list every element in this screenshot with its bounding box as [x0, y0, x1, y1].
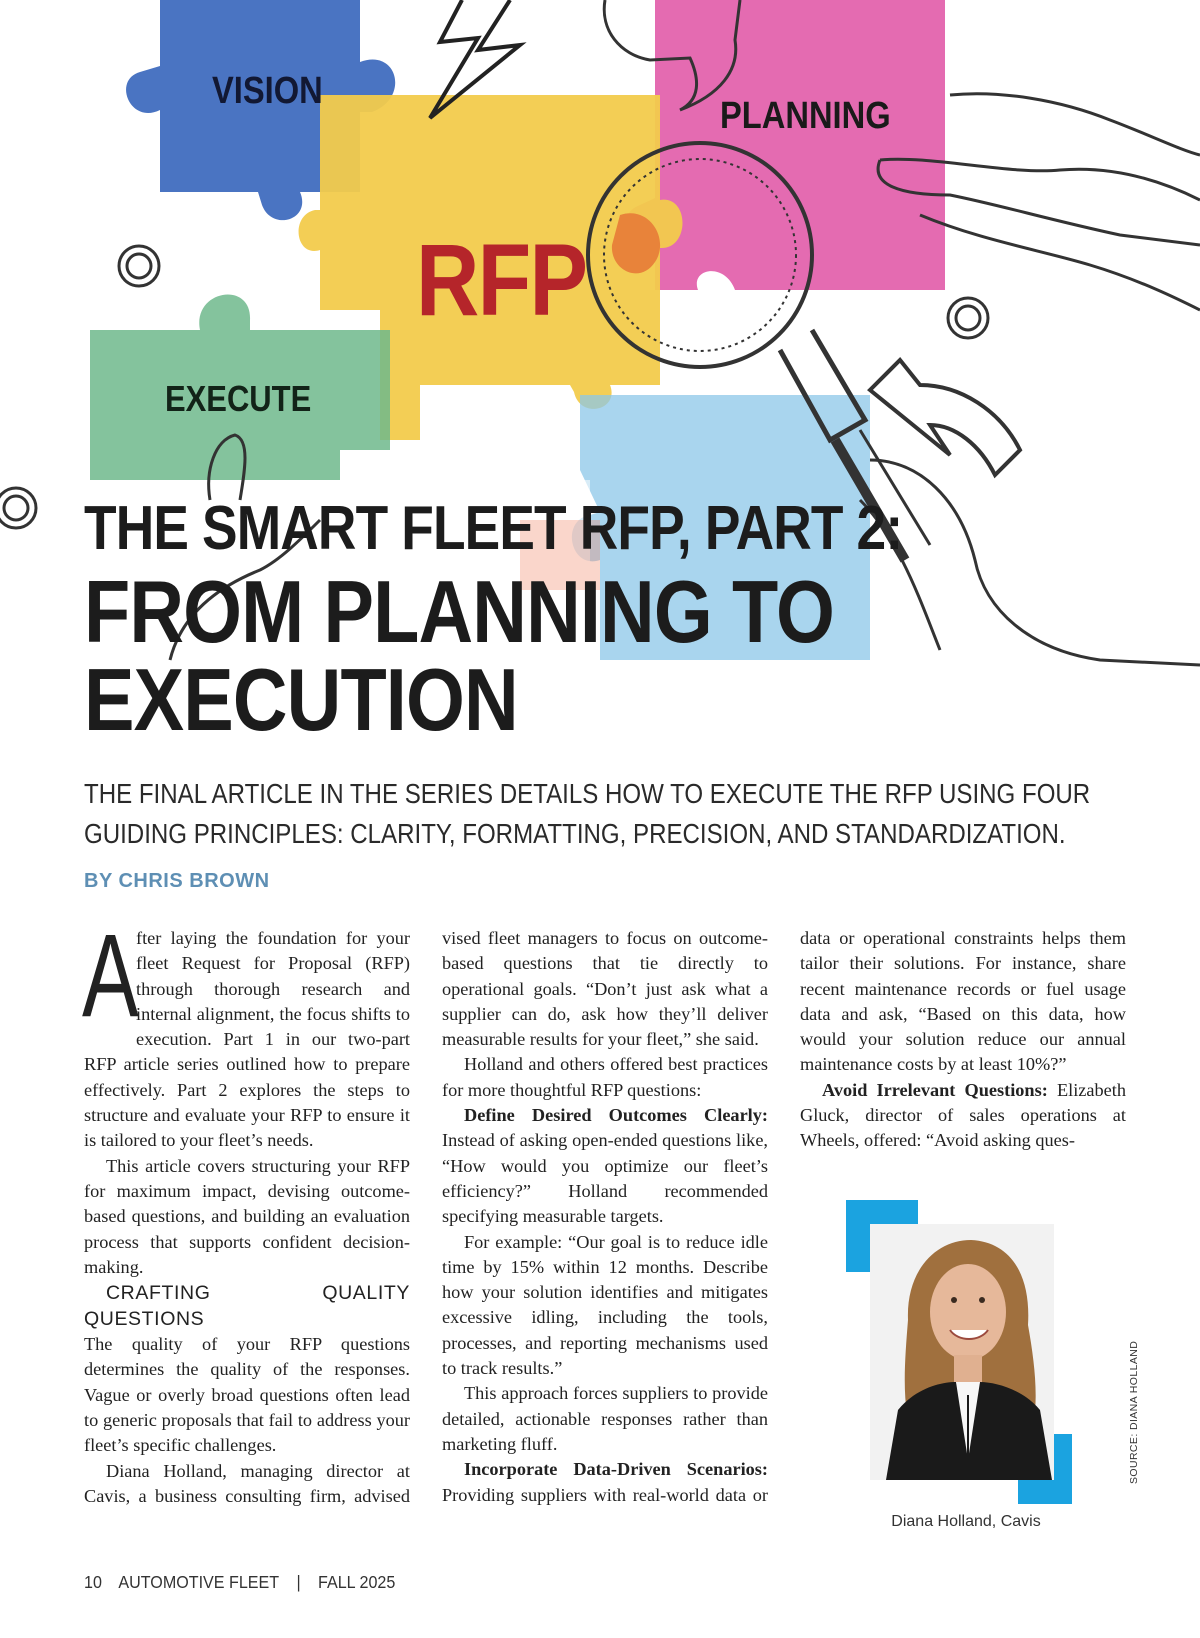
paragraph: This article covers structuring your RFP for maximum impact, devising outcome-based questions, and building an evaluation process that supports confident decision-making.	[84, 1155, 410, 1277]
paragraph-intro: A fter laying the foundation for your fleet Request for Proposal (RFP) through thorough research and internal alignment, the focus shifts to execution. Part 1 in our two-part RFP article series outlined how to prepare effectively. Part 2 explores the steps to structure and evaluate your RFP to ensure it is tailored to your fleet’s needs.	[82, 910, 410, 1151]
section-heading: CRAFTING QUALITY QUESTIONS	[84, 1282, 410, 1331]
paragraph: Define Desired Outcomes Clearly: Instead of asking open-ended questions like, “How would you optimize our fleet’s efficiency?” Holland recommended specifying measurable targets.	[442, 1105, 768, 1227]
photo-caption: Diana Holland, Cavis	[891, 1513, 1041, 1530]
headline-kicker: THE SMART FLEET RFP, PART 2:	[84, 494, 903, 563]
puzzle-label-vision: VISION	[212, 70, 323, 112]
run-in-heading: Define Desired Outcomes Clearly:	[464, 1105, 768, 1126]
paragraph-continued: data or operational constraints helps them tailor their solutions. For instance, share recent maintenance records or fuel usage data and ask, “Based on this data, how would your solution reduce our annual maintenance costs by at least 10%?”	[800, 928, 1126, 1075]
puzzle-label-rfp: RFP	[416, 223, 587, 337]
run-in-heading: Incorporate Data-Driven Scenarios:	[464, 1459, 768, 1480]
paragraph: This approach forces suppliers to provide detailed, actionable responses rather than marketing fluff.	[442, 1383, 768, 1454]
headline-main-line2: EXECUTION	[84, 650, 518, 749]
puzzle-label-planning: PLANNING	[720, 95, 891, 137]
article-column-3	[800, 926, 1126, 1154]
footer-separator: |	[296, 1572, 301, 1592]
run-in-heading: Avoid Irrelevant Questions:	[822, 1079, 1048, 1100]
paragraph: Diana Holland, managing director at Cavis, a business consulting firm, advised	[84, 1460, 410, 1506]
headline-main	[84, 562, 835, 749]
headline-main-line1: FROM PLANNING TO	[84, 562, 835, 661]
article-column-1	[82, 910, 410, 1509]
drop-cap: A	[82, 910, 139, 1042]
byline: BY CHRIS BROWN	[84, 870, 270, 892]
curved-arrow-icon	[870, 360, 1020, 475]
page-footer	[84, 1572, 408, 1593]
issue-date: FALL 2025	[318, 1572, 396, 1592]
puzzle-label-execute: EXECUTE	[165, 378, 312, 419]
page-number: 10	[84, 1572, 102, 1592]
paragraph: Holland and others offered best practices for more thoughtful RFP questions:	[442, 1054, 768, 1100]
article-column-2	[442, 926, 768, 1507]
publication-name: AUTOMOTIVE FLEET	[118, 1572, 280, 1592]
photo-source-credit: SOURCE: DIANA HOLLAND	[1128, 1340, 1140, 1484]
author-photo-frame	[846, 1200, 1086, 1505]
paragraph-continued: vised fleet managers to focus on outcome-based questions that tie directly to operational goals. “Don’t just ask what a supplier can do, ask how they’ll deliver measurable results for your fleet,” she said.	[442, 928, 768, 1050]
portrait-photo	[846, 1200, 1086, 1505]
paragraph: For example: “Our goal is to reduce idle time by 15% within 12 months. Describe how your solution identifies and mitigates excessive idling, including the tools, processes, and reporting mechanisms used to track results.”	[442, 1231, 768, 1379]
paragraph: The quality of your RFP questions determines the quality of the responses. Vague or overly broad questions often lead to generic proposals that fail to address your fleet’s specific challenges.	[84, 1334, 410, 1456]
paragraph: Incorporate Data-Driven Scenarios: Providing suppliers with real-world data or	[442, 1459, 768, 1505]
paragraph: Avoid Irrelevant Questions: Elizabeth Gluck, director of sales operations at Wheels, offered: “Avoid asking ques-	[800, 1079, 1126, 1151]
article-deck: THE FINAL ARTICLE IN THE SERIES DETAILS HOW TO EXECUTE THE RFP USING FOUR GUIDING PRINCIPLES: CLARITY, FORMATTING, PRECISION, AND STANDARDIZATION.	[84, 778, 1091, 849]
